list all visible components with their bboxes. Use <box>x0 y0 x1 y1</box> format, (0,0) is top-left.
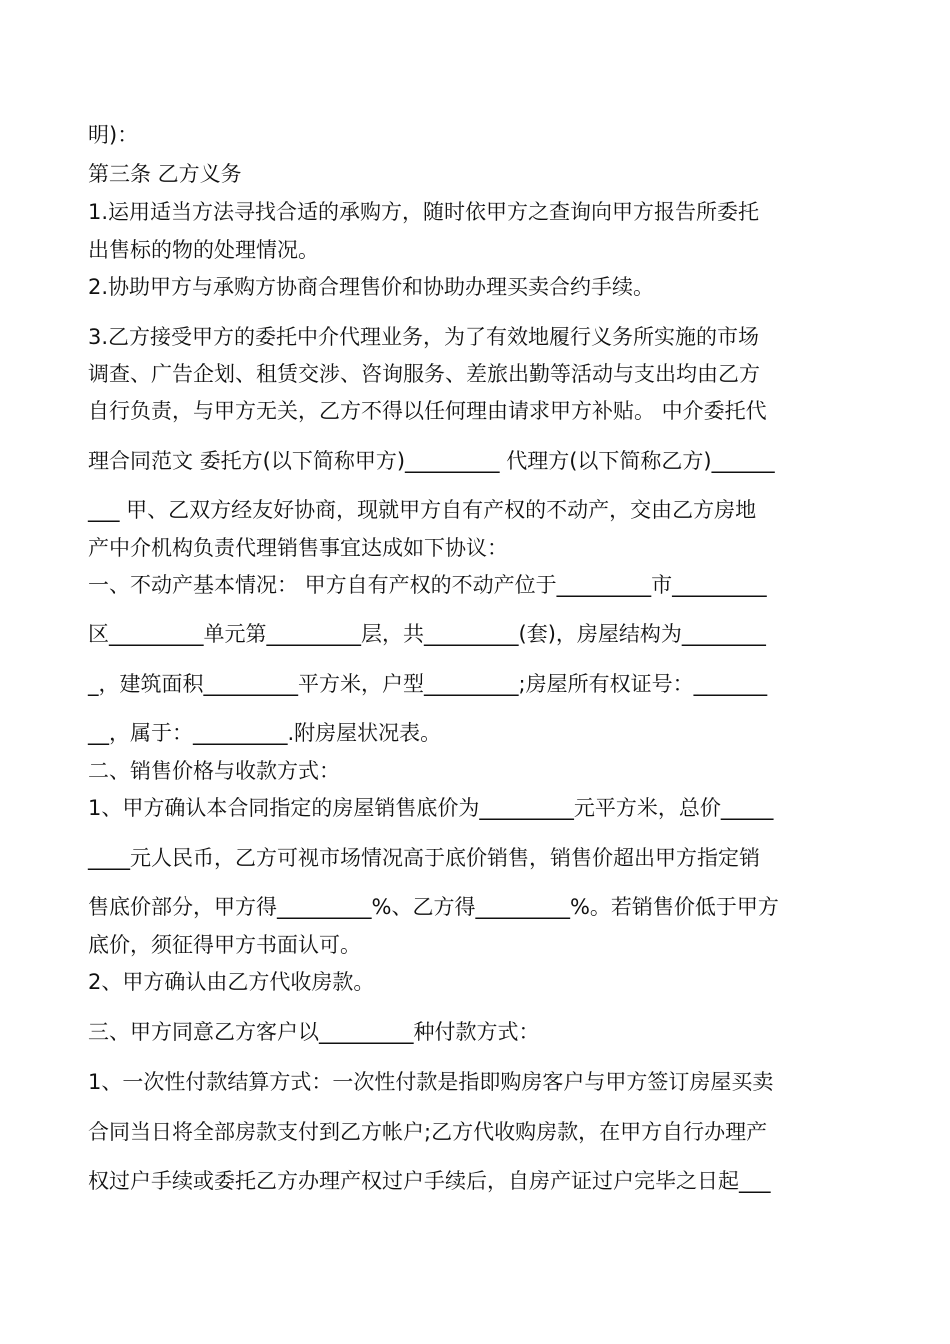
text-line: ___ 甲、乙双方经友好协商，现就甲方自有产权的不动产，交由乙方房地 <box>88 498 757 522</box>
text-line: 出售标的物的处理情况。 <box>88 238 319 262</box>
text-line: 权过户手续或委托乙方办理产权过户手续后，自房产证过户完毕之日起___ <box>88 1169 771 1193</box>
section-heading: 二、销售价格与收款方式： <box>88 759 340 783</box>
text-line: 明)： <box>88 123 139 147</box>
section-heading: 一、不动产基本情况： 甲方自有产权的不动产位于_________市_________ <box>88 573 767 597</box>
text-line: 2、甲方确认由乙方代收房款。 <box>88 970 375 994</box>
text-line: 售底价部分，甲方得_________%、乙方得_________%。若销售价低于甲方 <box>88 895 779 919</box>
text-line: 理合同范文 委托方(以下简称甲方)_________ 代理方(以下简称乙方)______ <box>88 449 775 473</box>
text-line: 2.协助甲方与承购方协商合理售价和协助办理买卖合约手续。 <box>88 275 655 299</box>
text-line: _，建筑面积_________平方米，户型_________;房屋所有权证号：_______ <box>88 672 768 696</box>
text-line: 3.乙方接受甲方的委托中介代理业务，为了有效地履行义务所实施的市场 <box>88 325 760 349</box>
text-line: 1.运用适当方法寻找合适的承购方，随时依甲方之查询向甲方报告所委托 <box>88 200 760 224</box>
text-line: 自行负责，与甲方无关，乙方不得以任何理由请求甲方补贴。 中介委托代 <box>88 399 767 423</box>
text-line: 区_________单元第_________层，共_________(套)，房屋结构为________ <box>88 622 766 646</box>
text-line: 1、甲方确认本合同指定的房屋销售底价为_________元平方米，总价_____ <box>88 796 774 820</box>
section-heading: 三、甲方同意乙方客户以_________种付款方式： <box>88 1020 540 1044</box>
text-line: 1、一次性付款结算方式：一次性付款是指即购房客户与甲方签订房屋买卖 <box>88 1070 774 1094</box>
text-line: 调查、广告企划、租赁交涉、咨询服务、差旅出勤等活动与支出均由乙方 <box>88 362 760 386</box>
text-line: 产中介机构负责代理销售事宜达成如下协议： <box>88 536 508 560</box>
text-line: 底价，须征得甲方书面认可。 <box>88 933 361 957</box>
text-line: __，属于：_________.附房屋状况表。 <box>88 721 442 745</box>
text-line: 合同当日将全部房款支付到乙方帐户;乙方代收购房款，在甲方自行办理产 <box>88 1120 768 1144</box>
text-line: ____元人民币，乙方可视市场情况高于底价销售，销售价超出甲方指定销 <box>88 846 760 870</box>
article-heading: 第三条 乙方义务 <box>88 162 242 186</box>
